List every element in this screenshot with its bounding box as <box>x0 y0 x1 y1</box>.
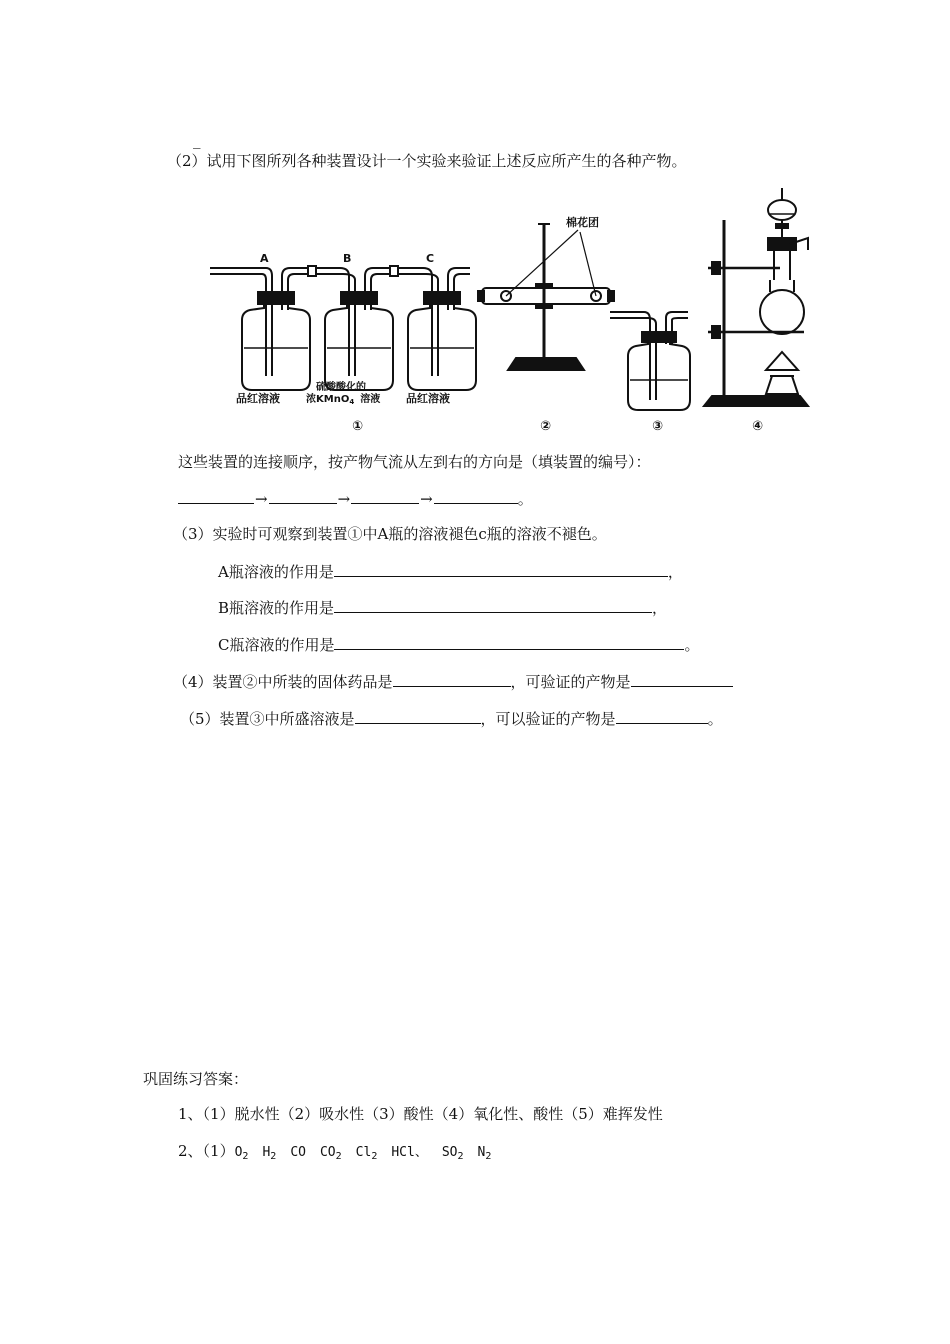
q5-product-blank[interactable] <box>616 708 708 724</box>
arrow-icon: → <box>337 490 351 508</box>
question-3-a: A瓶溶液的作用是 ， <box>218 563 683 581</box>
label-number-1: ① <box>352 419 364 434</box>
q3-c-blank[interactable] <box>334 634 684 650</box>
stray-dash: _ <box>193 131 201 149</box>
formula-list <box>235 1145 506 1160</box>
label-bottle-b: B <box>343 252 352 265</box>
label-number-3: ③ <box>652 419 664 434</box>
q3-a-blank[interactable] <box>334 561 668 577</box>
answers-line-1: 1、（1）脱水性（2）吸水性（3）酸性（4）氧化性、酸性（5）难挥发性 <box>178 1105 663 1123</box>
question-2-order-answer <box>178 488 533 509</box>
arrow-icon: → <box>420 490 433 508</box>
label-kmno4-line2: 浓KMnO$_4$ 溶液 <box>306 394 381 406</box>
q3-b-blank[interactable] <box>334 597 652 613</box>
formula-item: CO <box>290 1145 306 1160</box>
question-4: （4）装置②中所装的固体药品是 ，可验证的产物是 <box>173 671 733 692</box>
order-blank-2[interactable] <box>269 488 337 504</box>
formula-item: $SO_2$ <box>441 1145 464 1162</box>
question-3-intro: （3）实验时可观察到装置①中A瓶的溶液褪色c瓶的溶液不褪色。 <box>173 525 607 543</box>
order-blank-3[interactable] <box>351 488 419 504</box>
bottle-b <box>325 285 393 390</box>
answers-title: 巩固练习答案： <box>143 1070 249 1088</box>
bottle-c <box>408 268 476 390</box>
formula-item: $N_2$ <box>477 1145 492 1162</box>
label-pinhong-1: 品红溶液 <box>236 392 280 405</box>
order-period: 。 <box>517 490 533 508</box>
formula-item: $Cl_2$ <box>355 1145 378 1162</box>
question-2-intro: （2）试用下图所列各种装置设计一个实验来验证上述反应所产生的各种产物。 <box>167 152 687 170</box>
question-2-order-prompt: 这些装置的连接顺序，按产物气流从左到右的方向是（填装置的编号）： <box>178 453 651 471</box>
label-bottle-c: C <box>426 252 435 265</box>
drying-tube-stand <box>478 224 614 370</box>
formula-item: $O_2$ <box>234 1145 249 1162</box>
generator-flask-stand <box>704 188 808 406</box>
label-number-4: ④ <box>752 419 764 434</box>
label-pinhong-2: 品红溶液 <box>406 392 450 405</box>
formula-item: HCl、 <box>391 1145 428 1160</box>
order-blank-1[interactable] <box>178 488 254 504</box>
bottle-a <box>210 268 310 390</box>
apparatus-diagram <box>200 180 820 440</box>
q4-solid-blank[interactable] <box>393 671 511 687</box>
formula-item: $CO_2$ <box>319 1145 342 1162</box>
label-kmno4-line1: 硫酸酸化的 <box>316 382 366 393</box>
answers-line-2: 2、$(1)O_2$ $H_2$ CO $CO_2$ $Cl_2$ HCl、 $SO_2$ $N_2$ <box>178 1141 505 1167</box>
label-number-2: ② <box>540 419 552 434</box>
question-3-b: B瓶溶液的作用是 ， <box>218 599 668 617</box>
formula-item: $H_2$ <box>262 1145 277 1162</box>
question-5: （5）装置③中所盛溶液是 ，可以验证的产物是 。 <box>180 710 723 728</box>
q4-product-blank[interactable] <box>631 671 733 687</box>
label-bottle-a: A <box>260 252 269 265</box>
wash-bottle-3 <box>610 312 690 410</box>
label-cotton: 棉花团 <box>566 216 599 229</box>
order-blank-4[interactable] <box>434 488 518 504</box>
q5-solution-blank[interactable] <box>355 708 481 724</box>
question-3-c: C瓶溶液的作用是 。 <box>218 636 700 654</box>
arrow-icon: → <box>255 490 268 508</box>
